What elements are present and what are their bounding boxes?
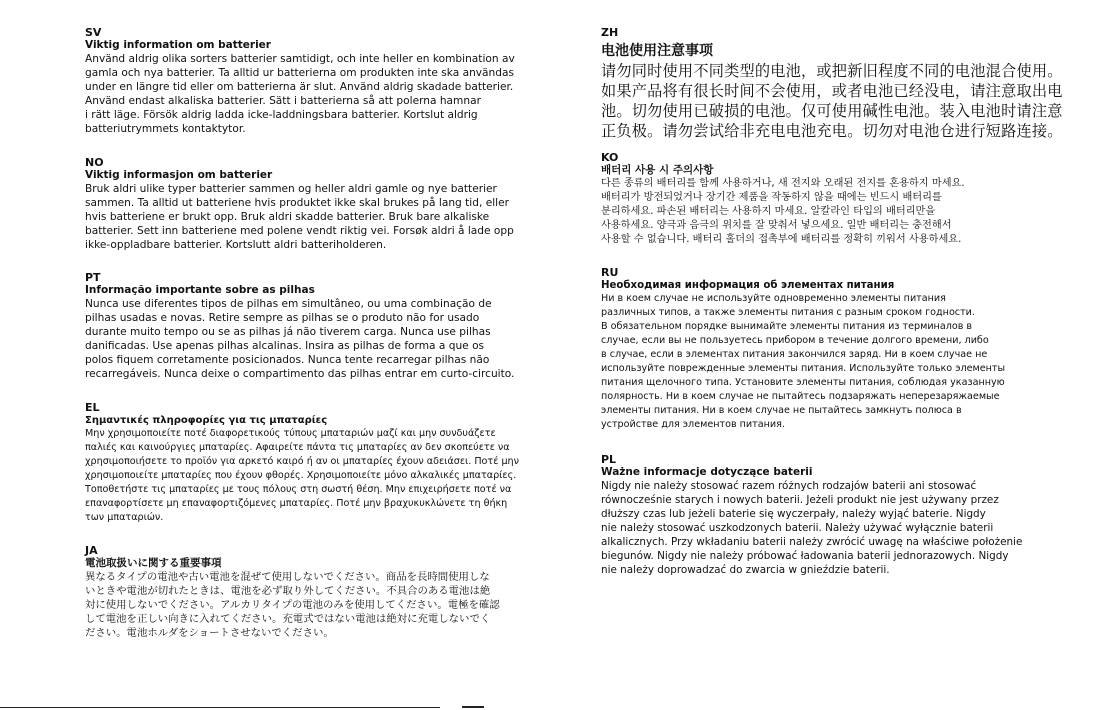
body-line: случае, если вы не пользуетесь прибором в течение долгого времени, либо (601, 335, 989, 346)
body-line: Nunca use diferentes tipos de pilhas em simultâneo, ou uma combinação de (85, 298, 492, 310)
body-line: 正负极。请勿尝试给非充电电池充电。切勿对电池仓进行短路连接。 (601, 122, 1063, 140)
body-line: питания щелочного типа. Установите элементы питания, соблюдая указанную (601, 377, 1005, 388)
body-line: Τοποθετήστε τις μπαταρίες με τους πόλους στη σωστή θέση. Μην επιχειρήσετε ποτέ να (85, 484, 512, 495)
section-body (85, 570, 500, 640)
body-line: χρησιμοποιήσετε το προϊόν για αρκετό καιρό ή αν οι μπαταρίες έχουν αδειάσει. Ποτέ μην (85, 456, 519, 467)
section-body (85, 52, 515, 136)
body-line: Använd endast alkaliska batterier. Sätt i batterierna så att polerna hamnar (85, 95, 481, 107)
body-line: В обязательном порядке вынимайте элементы питания из терминалов в (601, 321, 973, 332)
body-line: ikke-oppladbare batterier. Kortslutt aldri batteriholderen. (85, 239, 387, 251)
section-title: Σημαντικές πληροφορίες για τις μπαταρίες (85, 415, 328, 426)
body-line: 池。切勿使用已破损的电池。仅可使用碱性电池。装入电池时请注意 (601, 102, 1063, 120)
body-line: sammen. Ta alltid ut batteriene hvis produktet ikke skal brukes på lang tid, eller (85, 197, 509, 209)
body-line: 異なるタイプの電池や古い電池を混ぜて使用しないでください。商品を長時間使用しな (85, 571, 490, 583)
body-line: 다른 종류의 배터리를 함께 사용하거나, 새 전지와 오래된 전지를 혼용하지 마세요. (601, 178, 965, 189)
body-line: gamla och nya batterier. Ta alltid ur batterierna om produkten inte ska användas (85, 67, 514, 79)
body-line: して電池を正しい向きに入れてください。充電式ではない電池は絶対に充電しないでく (85, 613, 491, 625)
section-body (85, 427, 519, 525)
section-body (601, 61, 1063, 141)
body-line: i rätt läge. Försök aldrig ladda icke-laddningsbara batterier. Kortslut aldrig (85, 109, 478, 121)
body-line: durante muito tempo ou se as pilhas já não tiverem carga. Nunca use pilhas (85, 326, 491, 338)
language-code: SV (85, 26, 102, 39)
section-zh (601, 26, 1063, 141)
section-title: 电池使用注意事项 (601, 43, 713, 59)
section-title: 電池取扱いに関する重要事項 (85, 557, 222, 569)
body-line: χρησιμοποιείτε μπαταρίες που έχουν φθορές. Χρησιμοποιείτε μόνο αλκαλικές μπαταρίες. (85, 470, 517, 481)
language-code: KO (601, 151, 619, 164)
body-line: polos fiquem corretamente posicionados. Nunca tente recarregar pilhas não (85, 354, 490, 366)
footer-mark (462, 706, 484, 708)
body-line: batteriutrymmets kontaktytor. (85, 123, 246, 135)
section-ja (85, 544, 500, 640)
section-body (85, 297, 514, 381)
section-title: Viktig information om batterier (85, 39, 271, 51)
section-pt (85, 271, 514, 381)
body-line: полярность. Ни в коем случае не пытайтесь подзаряжать неперезаряжаемые (601, 391, 1000, 402)
body-line: Ни в коем случае не используйте одновременно элементы питания (601, 293, 946, 304)
section-title: 배터리 사용 시 주의사항 (601, 164, 714, 176)
language-code: ZH (601, 26, 619, 39)
section-title: Необходимая информация об элементах питания (601, 280, 895, 291)
section-body (601, 177, 965, 247)
body-line: alkalicznych. Przy wkładaniu baterii należy zwrócić uwagę na właściwe położenie (601, 536, 1023, 548)
section-body (601, 479, 1022, 577)
language-code: RU (601, 266, 619, 279)
body-line: 如果产品将有很长时间不会使用，或者电池已经没电，请注意取出电 (601, 82, 1063, 100)
body-line: των μπαταριών. (85, 512, 164, 523)
body-line: используйте поврежденные элементы питания. Используйте только элементы (601, 363, 1006, 374)
body-line: równocześnie starych i nowych baterii. Jeżeli produkt nie jest używany przez (601, 494, 999, 506)
body-line: 사용하세요. 양극과 음극의 위치를 잘 맞춰서 넣으세요. 일반 배터리는 충전해서 (601, 220, 952, 231)
section-pl (601, 453, 1022, 577)
body-line: pilhas usadas e novas. Retire sempre as pilhas se o produto não for usado (85, 312, 480, 324)
section-ko (601, 151, 965, 247)
body-line: ださい。電池ホルダをショートさせないでください。 (85, 627, 334, 639)
section-no (85, 156, 514, 252)
body-line: 분리하세요. 파손된 배터리는 사용하지 마세요. 알칼라인 타입의 배터리만을 (601, 206, 936, 217)
body-line: 배터리가 방전되었거나 장기간 제품을 작동하지 않을 때에는 빈드시 배터리를 (601, 192, 942, 203)
language-code: JA (85, 544, 98, 557)
body-line: Μην χρησιμοποιείτε ποτέ διαφορετικούς τύπους μπαταριών μαζί και μην συνδυάζετε (85, 428, 496, 439)
body-line: nie należy doprowadzać do zwarcia w gnieździe baterii. (601, 564, 890, 576)
body-line: παλιές και καινούργιες μπαταρίες. Αφαιρείτε πάντα τις μπαταρίες αν δεν σκοπεύετε να (85, 442, 510, 453)
body-line: устройстве для элементов питания. (601, 419, 785, 430)
section-body (601, 292, 1005, 432)
body-line: danificadas. Use apenas pilhas alcalinas. Insira as pilhas de forma a que os (85, 340, 485, 352)
section-ru (601, 266, 1005, 432)
body-line: under en längre tid eller om batterierna är slut. Använd aldrig skadade batterier. (85, 81, 514, 93)
body-line: hvis batteriene er brukt opp. Bruk aldri skadde batterier. Bruk bare alkaliske (85, 211, 490, 223)
body-line: biegunów. Nigdy nie należy próbować ładowania baterii jednorazowych. Nigdy (601, 550, 1009, 562)
section-title: Ważne informacje dotyczące baterii (601, 466, 813, 478)
section-sv (85, 26, 515, 136)
section-title: Informação importante sobre as pilhas (85, 284, 315, 296)
body-line: 対に使用しないでください。アルカリタイプの電池のみを使用してください。電極を確認 (85, 599, 500, 611)
footer-rule (0, 707, 440, 708)
language-code: NO (85, 156, 104, 169)
body-line: в случае, если в элементах питания закончился заряд. Ни в коем случае не (601, 349, 988, 360)
body-line: いときや電池が切れたときは、電池を必ず取り外してください。不具合のある電池は絶 (85, 585, 491, 597)
body-line: dłuższy czas lub jeżeli baterie się wyczerpały, należy wyjąć baterie. Nigdy (601, 508, 986, 520)
body-line: Använd aldrig olika sorters batterier samtidigt, och inte heller en kombination av (85, 53, 515, 65)
body-line: recarregáveis. Nunca deixe o compartimento das pilhas entrar em curto-circuito. (85, 368, 515, 380)
body-line: 사용할 수 없습니다. 배터리 홀더의 접촉부에 배터리를 정확히 끼워서 사용하세요. (601, 234, 962, 245)
section-title: Viktig informasjon om batterier (85, 169, 273, 181)
language-code: PT (85, 271, 101, 284)
body-line: Bruk aldri ulike typer batterier sammen og heller aldri gamle og nye batterier (85, 183, 497, 195)
body-line: 请勿同时使用不同类型的电池，或把新旧程度不同的电池混合使用。 (601, 62, 1063, 80)
body-line: различных типов, а также элементы питания с разным сроком годности. (601, 307, 975, 318)
body-line: элементы питания. Ни в коем случае не пытайтесь замкнуть полюса в (601, 405, 962, 416)
section-body (85, 182, 514, 252)
body-line: nie należy stosować uszkodzonych baterii. Należy używać wyłącznie baterii (601, 522, 994, 534)
body-line: batterier. Sett inn batteriene med polene vendt riktig vei. Forsøk aldri å lade opp (85, 225, 514, 237)
body-line: επαναφορτίσετε μη επαναφορτιζόμενες μπαταρίες. Ποτέ μην βραχυκυκλώνετε τη θήκη (85, 498, 508, 509)
body-line: Nigdy nie należy stosować razem różnych rodzajów baterii ani stosować (601, 480, 977, 492)
section-el (85, 401, 519, 525)
language-code: EL (85, 401, 100, 414)
language-code: PL (601, 453, 617, 466)
